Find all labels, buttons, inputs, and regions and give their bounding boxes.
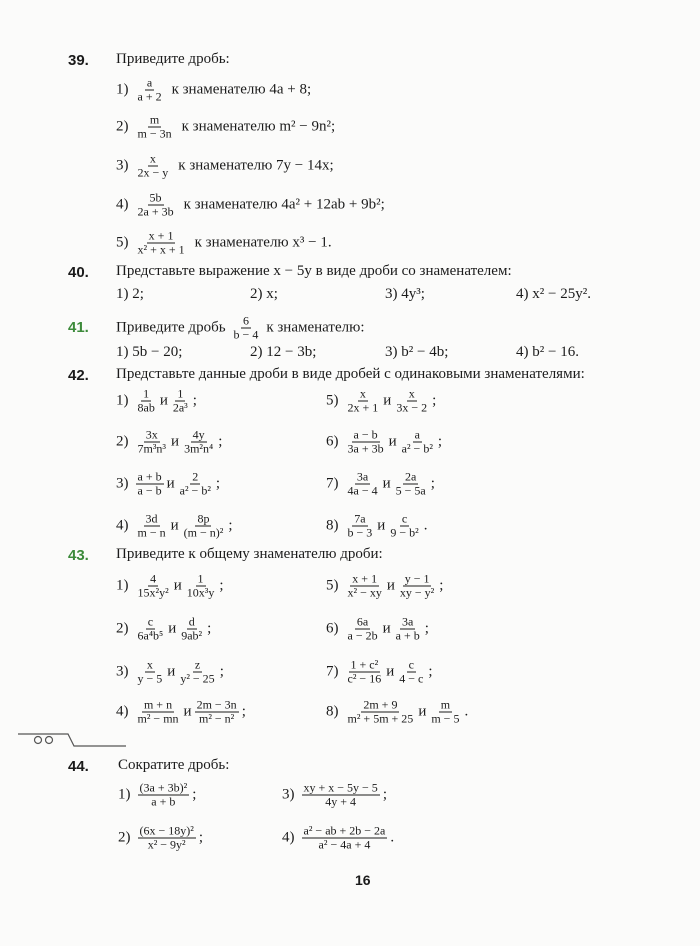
fraction: 1 + c² c² − 16 (347, 657, 382, 686)
fraction: a a² − b² (401, 427, 433, 456)
fraction: x 2x − y (137, 151, 169, 180)
ex42-item-8: 8) 7a b − 3 и c 9 − b² . (326, 511, 428, 540)
fraction: 3a 4a − 4 (347, 469, 378, 498)
fraction: 2a 5 − 5a (395, 469, 426, 498)
ex43-item-5: 5) x + 1 x² − xy и y − 1 xy − y² ; (326, 571, 444, 600)
ex42-item-4: 4) 3d m − n и 8p (m − n)² ; (116, 511, 233, 540)
exercise-number-40: 40. (68, 264, 89, 281)
fraction: c 6a⁴b⁵ (137, 614, 164, 643)
ex40-option-3: 3) 4y³; (385, 286, 425, 302)
fraction: 5b 2a + 3b (137, 190, 174, 219)
fraction: 3x 7m³n³ (137, 427, 167, 456)
fraction: c 4 − c (399, 657, 424, 686)
fraction: x 2x + 1 (347, 386, 379, 415)
ex39-item-2: 2) m m − 3n к знаменателю m² − 9n²; (116, 112, 336, 141)
ex43-item-4: 4) m + n m² − mn и 2m − 3n m² − n² ; (116, 697, 246, 726)
fraction: a a + 2 (137, 75, 162, 104)
ex43-item-8: 8) 2m + 9 m² + 5m + 25 и m m − 5 . (326, 697, 469, 726)
fraction: 6 b − 4 (233, 313, 259, 342)
ex41-option-1: 1) 5b − 20; (116, 344, 183, 360)
ex39-item-3: 3) x 2x − y к знаменателю 7y − 14x; (116, 151, 334, 180)
exercise-number-39: 39. (68, 52, 89, 69)
fraction: x + 1 x² + x + 1 (137, 228, 185, 257)
fraction: 1 2a³ (172, 386, 188, 415)
fraction: a − b 3a + 3b (347, 427, 384, 456)
fraction: m m − 3n (137, 112, 172, 141)
fraction: a + b a − b (137, 469, 162, 498)
fraction: y − 1 xy − y² (399, 571, 435, 600)
ex40-option-1: 1) 2; (116, 286, 144, 302)
ex43-item-1: 1) 4 15x²y² и 1 10x³y ; (116, 571, 224, 600)
ex42-item-1: 1) 1 8ab и 1 2a³ ; (116, 386, 197, 415)
ex42-item-3: 3) a + b a − b и 2 a² − b² ; (116, 469, 221, 498)
exercise-41-title: Приведите дробь 6 b − 4 к знаменателю: (116, 313, 365, 342)
exercise-number-43: 43. (68, 547, 89, 564)
fraction: 3d m − n (137, 511, 166, 540)
ex42-item-2: 2) 3x 7m³n³ и 4y 3m²n⁴ ; (116, 427, 223, 456)
fraction: 8p (m − n)² (183, 511, 224, 540)
ex44-item-4: 4) a² − ab + 2b − 2a a² − 4a + 4 . (282, 823, 395, 852)
ex43-item-3: 3) x y − 5 и z y² − 25 ; (116, 657, 224, 686)
fraction: d 9ab² (181, 614, 203, 643)
ex43-item-7: 7) 1 + c² c² − 16 и c 4 − c ; (326, 657, 433, 686)
fraction: x y − 5 (137, 657, 163, 686)
fraction: 6a a − 2b (347, 614, 378, 643)
ex40-option-2: 2) x; (250, 286, 278, 302)
ex42-item-7: 7) 3a 4a − 4 и 2a 5 − 5a ; (326, 469, 435, 498)
ex40-option-4: 4) x² − 25y². (516, 286, 591, 302)
ex41-option-3: 3) b² − 4b; (385, 344, 449, 360)
exercise-40-title: Представьте выражение x − 5y в виде дроби со знаменателем: (116, 263, 512, 279)
fraction: 2m + 9 m² + 5m + 25 (347, 697, 414, 726)
fraction: x 3x − 2 (396, 386, 428, 415)
fraction: xy + x − 5y − 5 4y + 4 (303, 780, 378, 809)
fraction: 2m − 3n m² − n² (196, 697, 237, 726)
fraction: 2 a² − b² (179, 469, 211, 498)
exercise-43-title: Приведите к общему знаменателю дроби: (116, 546, 383, 562)
fraction: m m − 5 (431, 697, 460, 726)
fraction: c 9 − b² (390, 511, 419, 540)
ex39-item-5: 5) x + 1 x² + x + 1 к знаменателю x³ − 1. (116, 228, 332, 257)
fraction: x + 1 x² − xy (347, 571, 382, 600)
fraction: 4y 3m²n⁴ (184, 427, 214, 456)
fraction: m + n m² − mn (137, 697, 179, 726)
ex39-item-4: 4) 5b 2a + 3b к знаменателю 4a² + 12ab + 9b²; (116, 190, 385, 219)
fraction: 7a b − 3 (347, 511, 373, 540)
fraction: 4 15x²y² (137, 571, 169, 600)
ex43-item-2: 2) c 6a⁴b⁵ и d 9ab² ; (116, 614, 212, 643)
ex42-item-5: 5) x 2x + 1 и x 3x − 2 ; (326, 386, 437, 415)
fraction: 1 10x³y (186, 571, 215, 600)
ex42-item-6: 6) a − b 3a + 3b и a a² − b² ; (326, 427, 443, 456)
page-number: 16 (355, 872, 371, 888)
fraction: (3a + 3b)² a + b (139, 780, 188, 809)
exercise-39-title: Приведите дробь: (116, 51, 230, 67)
exercise-number-44: 44. (68, 758, 89, 775)
ex44-item-2: 2) (6x − 18y)² x² − 9y² ; (118, 823, 204, 852)
fraction: (6x − 18y)² x² − 9y² (139, 823, 194, 852)
margin-decoration-icon (16, 732, 126, 748)
fraction: a² − ab + 2b − 2a a² − 4a + 4 (303, 823, 386, 852)
exercise-42-title: Представьте данные дроби в виде дробей с одинаковыми знаменателями: (116, 366, 585, 382)
fraction: 1 8ab (137, 386, 155, 415)
exercise-44-title: Сократите дробь: (118, 757, 230, 773)
ex41-option-2: 2) 12 − 3b; (250, 344, 317, 360)
fraction: 3a a + b (395, 614, 420, 643)
ex39-item-1: 1) a a + 2 к знаменателю 4a + 8; (116, 75, 312, 104)
ex43-item-6: 6) 6a a − 2b и 3a a + b ; (326, 614, 429, 643)
ex44-item-1: 1) (3a + 3b)² a + b ; (118, 780, 197, 809)
fraction: z y² − 25 (180, 657, 215, 686)
ex44-item-3: 3) xy + x − 5y − 5 4y + 4 ; (282, 780, 387, 809)
exercise-number-42: 42. (68, 367, 89, 384)
exercise-number-41: 41. (68, 319, 89, 336)
ex41-option-4: 4) b² − 16. (516, 344, 579, 360)
